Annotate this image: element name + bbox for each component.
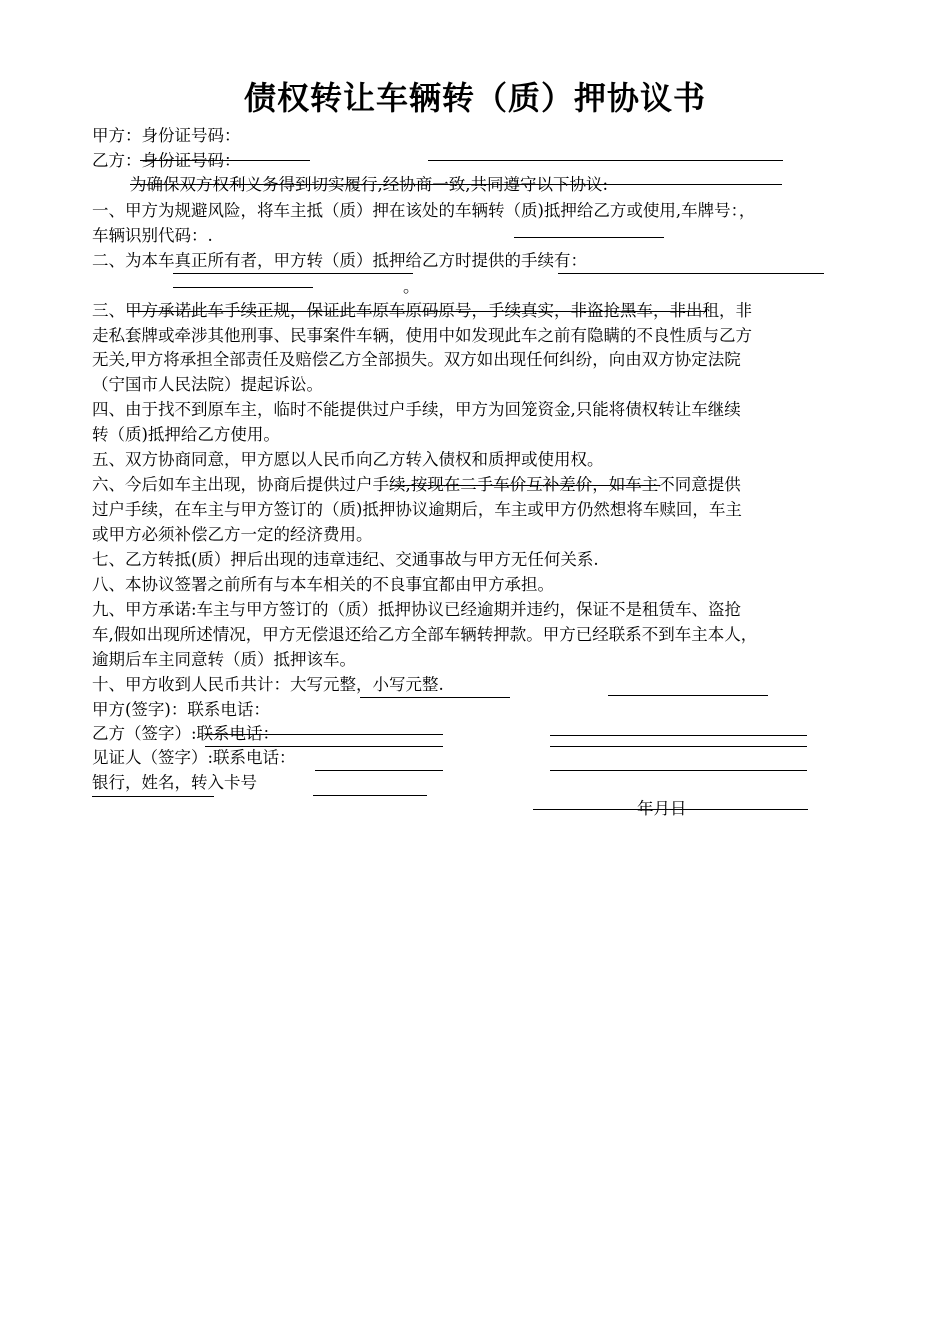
blank-underline	[558, 273, 824, 274]
blank-underline	[92, 796, 214, 797]
strike-mark	[130, 184, 782, 185]
clause-5: 五、双方协商同意，甲方愿以人民币向乙方转入债权和质押或使用权。	[92, 450, 604, 469]
party-a-signature: 甲方(签字)：联系电话：	[92, 700, 270, 719]
clause-2-line-2: 。	[403, 277, 420, 296]
clause-10: 十、甲方收到人民币共计：大写元整，小写元整.	[92, 675, 444, 694]
clause-4-line-1: 四、由于找不到原车主，临时不能提供过户手续，甲方为回笼资金,只能将债权转让车继续	[92, 400, 741, 419]
strike-mark	[390, 485, 660, 486]
witness-signature: 见证人（签字）:联系电话：	[92, 748, 296, 767]
date-line: 年月日	[637, 799, 687, 818]
clause-3-line-3: 无关,甲方将承担全部责任及赔偿乙方全部损失。双方如出现任何纠纷，向由双方协定法院	[92, 350, 741, 369]
preamble: 为确保双方权利义务得到切实履行,经协商一致,共同遵守以下协议:	[130, 175, 609, 194]
clause-1-line-2: 车辆识别代码：.	[92, 226, 213, 245]
clause-3-line-2: 走私套牌或牵涉其他刑事、民事案件车辆，使用中如发现此车之前有隐瞒的不良性质与乙方	[92, 326, 752, 345]
strike-mark	[128, 311, 706, 312]
blank-underline	[533, 809, 808, 810]
blank-underline	[173, 273, 413, 274]
blank-underline	[608, 695, 768, 696]
blank-underline	[428, 160, 783, 161]
blank-underline	[360, 697, 510, 698]
clause-6-line-1: 六、今后如车主出现，协商后提供过户手续,按现在二手车价互补差价，如车主不同意提供	[92, 475, 741, 494]
party-a-line: 甲方：身份证号码：	[92, 126, 241, 145]
party-b-signature: 乙方（签字）:联系电话：	[92, 724, 280, 743]
blank-underline	[550, 735, 807, 736]
clause-9-line-3: 逾期后车主同意转（质）抵押该车。	[92, 650, 356, 669]
strike-mark	[205, 734, 443, 735]
blank-underline	[315, 770, 443, 771]
party-b-line: 乙方：身份证号码：	[92, 151, 241, 170]
bank-info: 银行，姓名，转入卡号	[92, 773, 257, 792]
blank-underline	[173, 287, 313, 288]
clause-4-line-2: 转（质)抵押给乙方使用。	[92, 425, 280, 444]
blank-underline	[514, 237, 664, 238]
clause-3-line-1: 三、甲方承诺此车手续正规，保证此车原车原码原号，手续真实，非盗抢黑车，非出租，非	[92, 301, 752, 320]
strike-mark	[140, 160, 310, 161]
clause-8: 八、本协议签署之前所有与本车相关的不良事宜都由甲方承担。	[92, 575, 554, 594]
clause-1-line-1: 一、甲方为规避风险，将车主抵（质）押在该处的车辆转（质)抵押给乙方或使用,车牌号：，	[92, 201, 756, 220]
blank-underline	[550, 770, 807, 771]
clause-6-line-2: 过户手续，在车主与甲方签订的（质)抵押协议逾期后，车主或甲方仍然想将车赎回，车主	[92, 500, 742, 519]
blank-underline	[550, 746, 807, 747]
document-title: 债权转让车辆转（质）押协议书	[243, 79, 706, 117]
clause-7: 七、乙方转抵(质）押后出现的违章违纪、交通事故与甲方无任何关系.	[92, 550, 599, 569]
clause-6-line-3: 或甲方必须补偿乙方一定的经济费用。	[92, 525, 373, 544]
clause-2-line-1: 二、为本车真正所有者，甲方转（质）抵押给乙方时提供的手续有：	[92, 251, 587, 270]
blank-underline	[313, 795, 427, 796]
clause-9-line-2: 车,假如出现所述情况，甲方无偿退还给乙方全部车辆转押款。甲方已经联系不到车主本人，	[92, 625, 758, 644]
clause-3-line-4: （宁国市人民法院）提起诉讼。	[92, 375, 323, 394]
clause-9-line-1: 九、甲方承诺:车主与甲方签订的（质）抵押协议已经逾期并违约，保证不是租赁车、盗抢	[92, 600, 742, 619]
